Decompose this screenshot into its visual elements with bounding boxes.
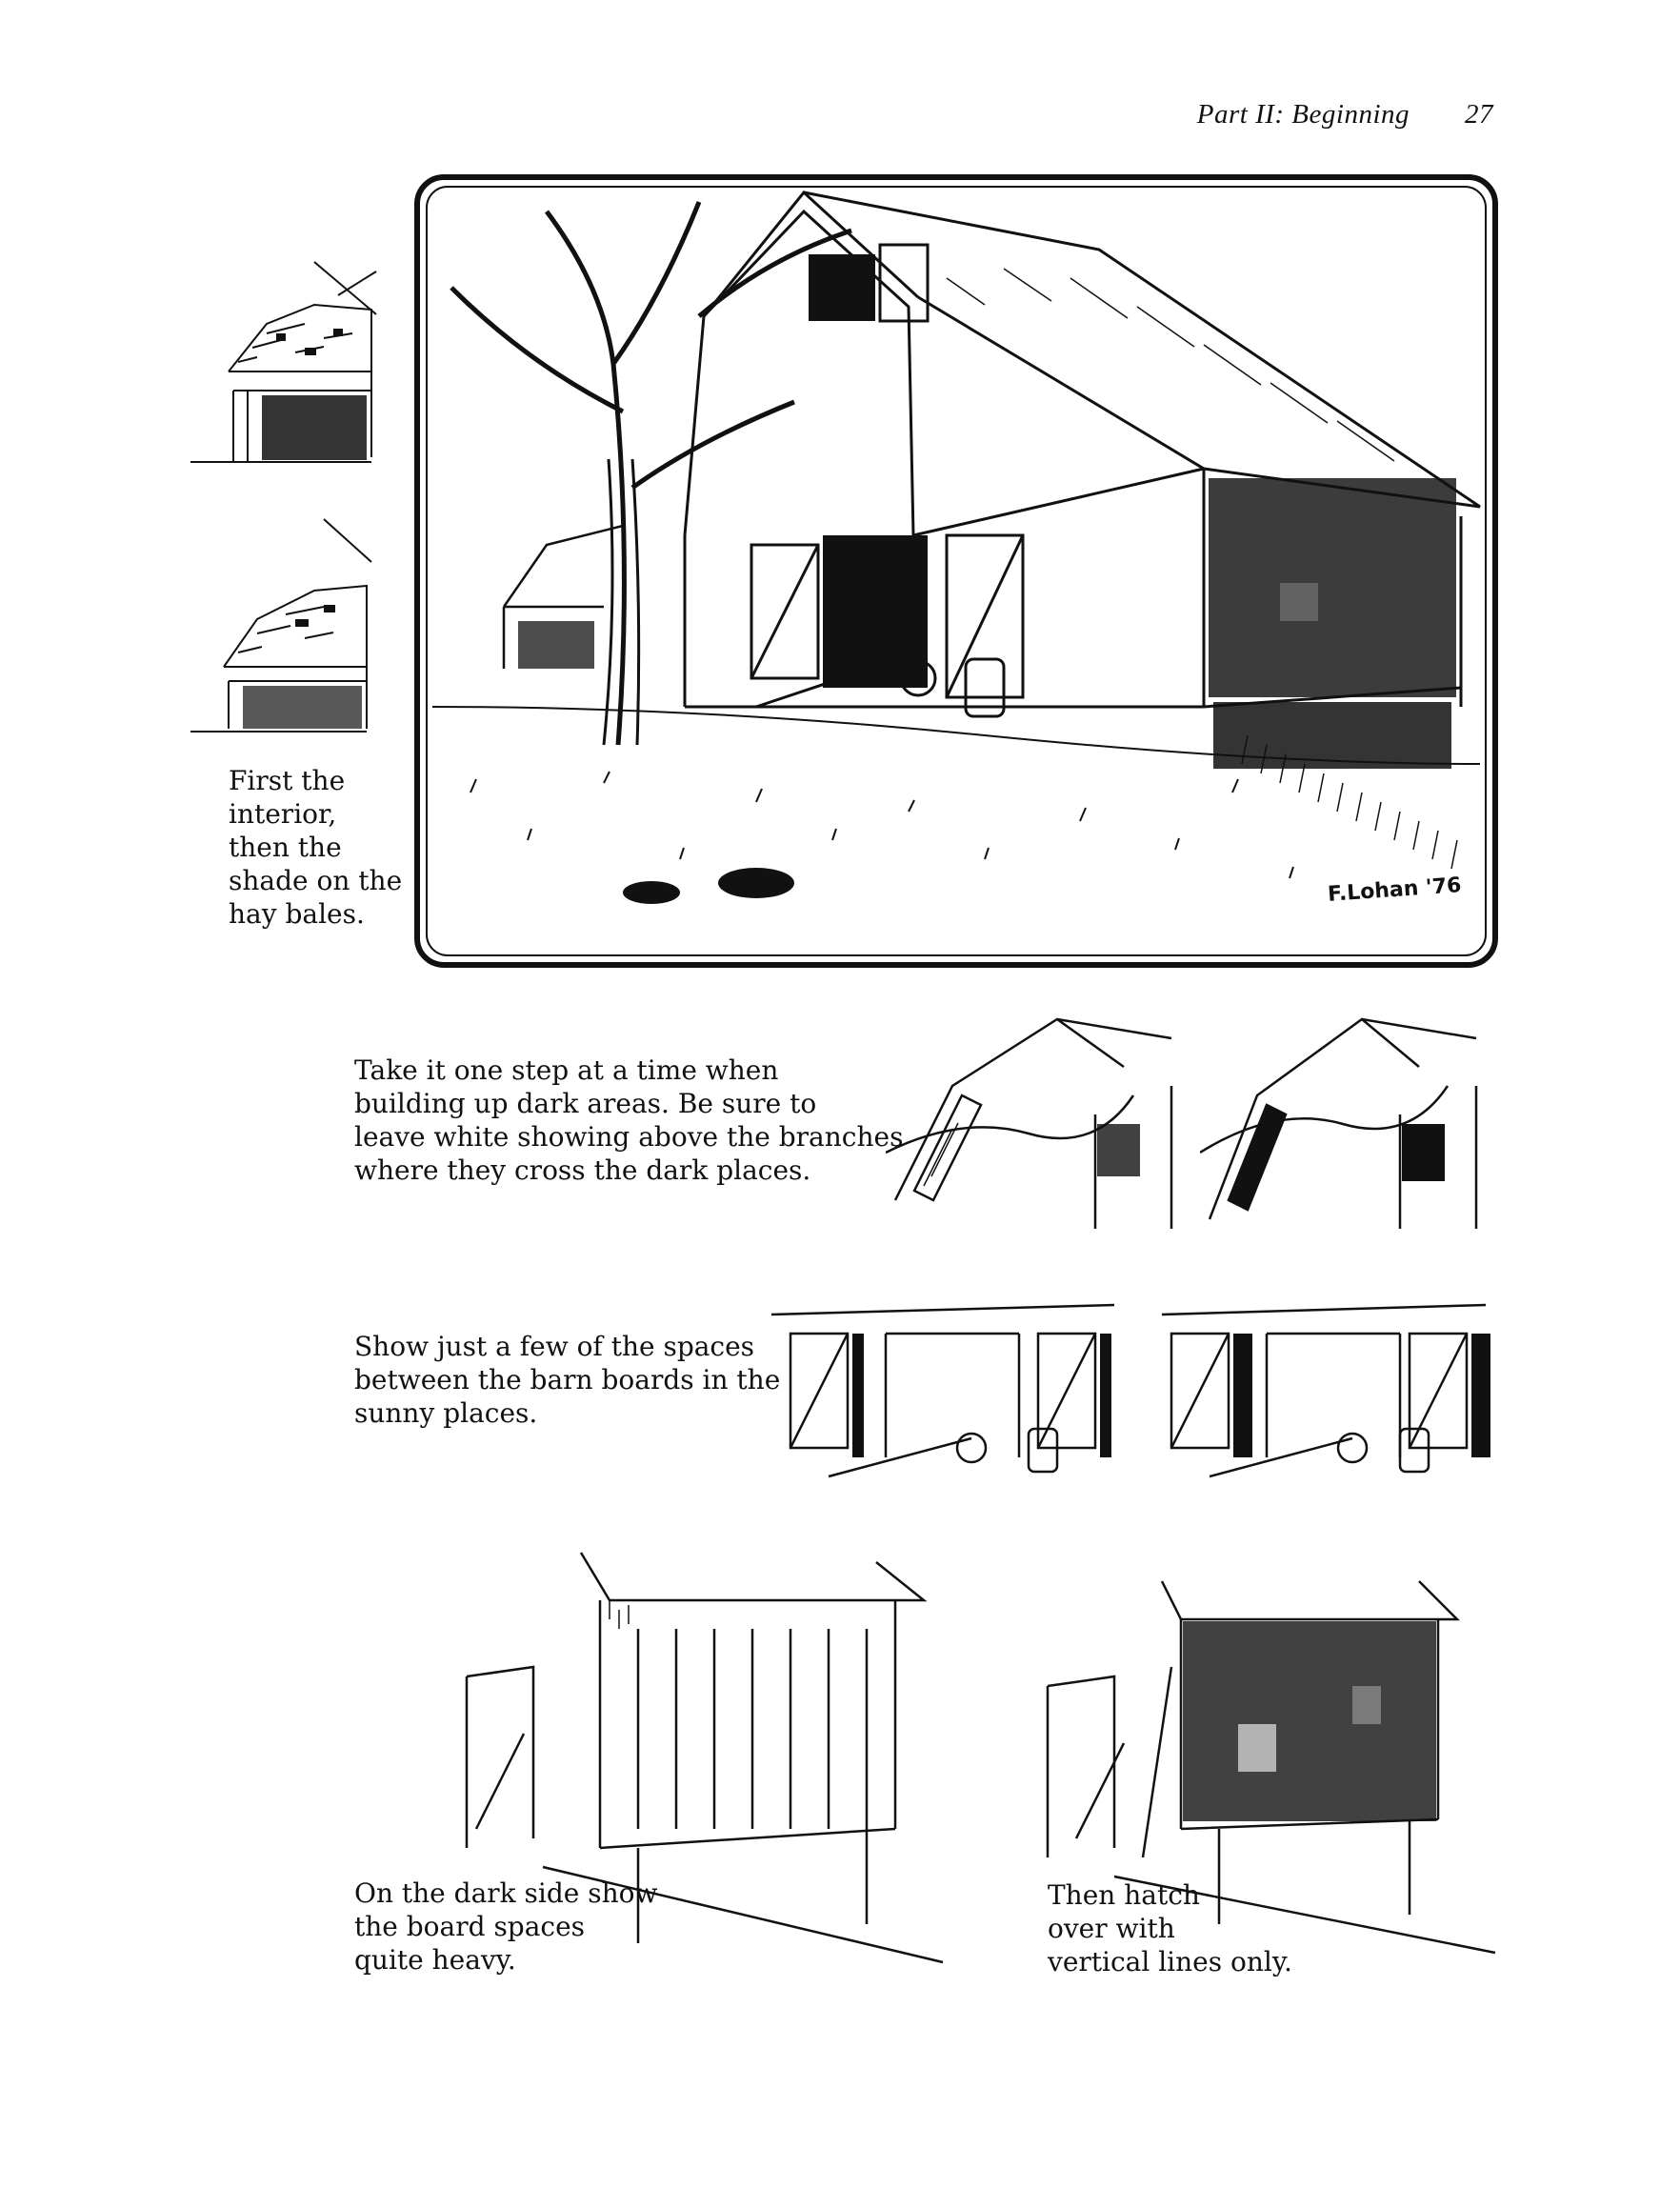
page-number: 27: [1465, 99, 1493, 130]
caption-dark-side: On the dark side show the board spaces quite heavy.: [354, 1877, 658, 1976]
barn-illustration-main: [413, 173, 1499, 969]
door-sketch-step-1: [752, 1295, 1124, 1486]
caption-hatch: Then hatch over with vertical lines only.: [1048, 1879, 1292, 1977]
caption-interior: First the interior, then the shade on the hay bales.: [229, 765, 403, 930]
caption-dark-areas: Take it one step at a time when building up dark areas. Be sure to leave white showing above the branches where they cross the dark places.: [354, 1054, 904, 1186]
section-title: Part II: Beginning: [1196, 99, 1410, 130]
artist-signature: F.Lohan '76: [1327, 873, 1463, 907]
caption-board-spaces: Show just a few of the spaces between the barn boards in the sunny places.: [354, 1331, 781, 1429]
door-sketch-step-2: [1143, 1295, 1495, 1486]
running-header: [1197, 99, 1493, 130]
branch-sketch-step-1: [886, 1010, 1190, 1229]
branch-sketch-step-2: [1200, 1010, 1495, 1229]
hay-shed-sketch-top: [181, 257, 381, 505]
hay-shed-sketch-bottom: [181, 514, 381, 743]
